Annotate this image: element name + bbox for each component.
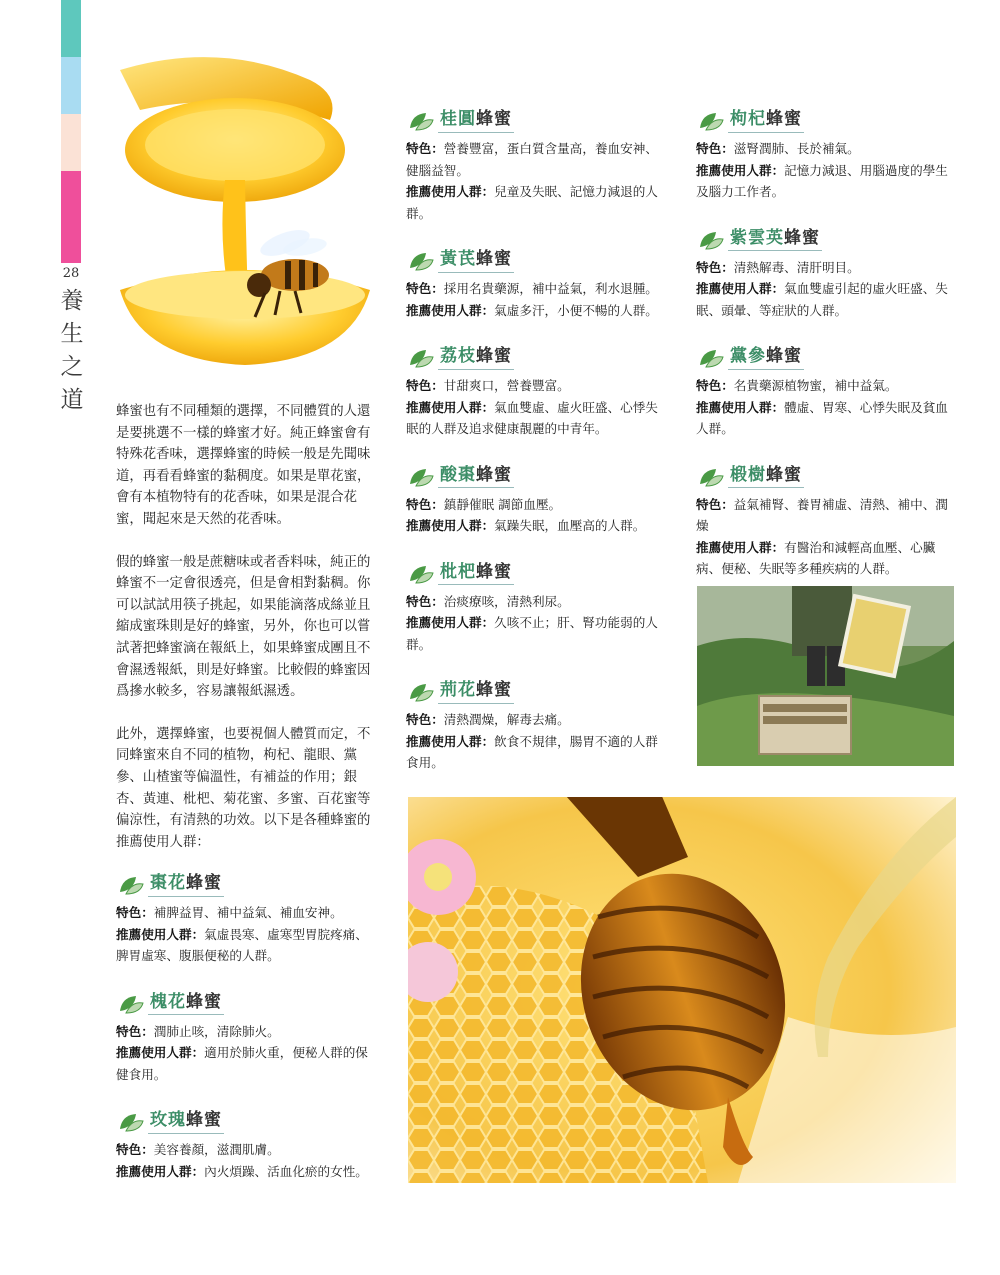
color-strip-pink: [61, 171, 81, 263]
color-strip-teal: [61, 0, 81, 57]
leaf-icon: [116, 993, 146, 1015]
honey-title: 棗花蜂蜜: [148, 873, 224, 897]
section-title: 養 生 之 道: [60, 288, 84, 413]
intro-paragraph: 假的蜂蜜一般是蔗糖味或者香料味，純正的蜂蜜不一定會很透亮，但是會相對黏稠。你可以試試用筷子挑起，如果能滴落成絲並且縮成蜜珠則是好的蜂蜜，另外，你也可以嘗試著把蜂蜜滴在報紙上，如果蜂蜜成團且不會濕透報紙，則是好蜂蜜。比較假的蜂蜜因爲摻水較多，容易讓報紙濕透。: [116, 554, 371, 700]
color-strip-blue: [61, 57, 81, 114]
honey-title: 枸杞蜂蜜: [728, 109, 804, 133]
leaf-icon: [116, 874, 146, 896]
leaf-icon: [406, 563, 436, 585]
color-strip-peach: [61, 114, 81, 171]
honey-entry: 黃芪蜂蜜 特色：採用名貴藥源，補中益氣，利水退腫。 推薦使用人群：氣虛多汗，小便不暢的人群。: [406, 249, 658, 318]
intro-paragraph: 此外，選擇蜂蜜，也要視個人體質而定，不同蜂蜜來自不同的植物，枸杞、龍眼、黨參、山楂蜜等偏溫性，有補益的作用；銀杏、黃連、枇杷、菊花蜜、多蜜、百花蜜等偏涼性，有清熱的功效。以下是各種蜂蜜的推薦使用人群：: [116, 726, 371, 850]
honey-entry: 枸杞蜂蜜 特色：滋腎潤肺、長於補氣。 推薦使用人群：記憶力減退、用腦過度的學生及腦力工作者。: [696, 109, 948, 199]
honey-title: 玫瑰蜂蜜: [148, 1110, 224, 1134]
leaf-icon: [406, 250, 436, 272]
honey-title: 紫雲英蜂蜜: [728, 228, 822, 252]
leaf-icon: [406, 466, 436, 488]
leaf-icon: [696, 347, 726, 369]
honey-entry: 枇杷蜂蜜 特色：治痰療咳，清熱利尿。 推薦使用人群：久咳不止；肝、腎功能弱的人群。: [406, 561, 658, 652]
honey-title: 黃芪蜂蜜: [438, 249, 514, 273]
honey-title: 酸棗蜂蜜: [438, 465, 514, 489]
honey-entry: 椴樹蜂蜜 特色：益氣補腎、養胃補虛、清熱、補中、潤燥 推薦使用人群：有醫治和減輕高血壓、心臟病、便秘、失眠等多種疾病的人群。: [696, 464, 948, 576]
honey-column-left: [116, 871, 378, 1205]
honey-column-right: [696, 107, 958, 603]
honey-entry: 玫瑰蜂蜜 特色：美容養顏，滋潤肌膚。 推薦使用人群：內火煩躁、活血化瘀的女性。: [116, 1110, 368, 1179]
leaf-icon: [116, 1111, 146, 1133]
honey-column-middle: [406, 107, 668, 797]
leaf-icon: [406, 347, 436, 369]
honey-entry: 紫雲英蜂蜜 特色：清熱解毒、清肝明目。 推薦使用人群：氣血雙虛引起的虛火旺盛、失眠、頭暈、等症狀的人群。: [696, 227, 948, 318]
honey-title: 槐花蜂蜜: [148, 992, 224, 1016]
leaf-icon: [696, 110, 726, 132]
honey-entry: 酸棗蜂蜜 特色：鎮靜催眠 調節血壓。 推薦使用人群：氣躁失眠，血壓高的人群。: [406, 464, 646, 533]
intro-paragraph: 蜂蜜也有不同種類的選擇，不同體質的人還是要挑選不一樣的蜂蜜才好。純正蜂蜜會有特殊花香味，選擇蜂蜜的時候一般是先聞味道，再看看蜂蜜的黏稠度。如果是單花蜜，會有本植物特有的花香味，如果是混合花蜜，聞起來是天然的花香味。: [116, 404, 371, 527]
intro-text: [116, 401, 378, 874]
honey-title: 荊花蜂蜜: [438, 680, 514, 704]
honey-title: 桂圓蜂蜜: [438, 109, 514, 133]
honey-entry: 荔枝蜂蜜 特色：甘甜爽口，營養豐富。 推薦使用人群：氣血雙虛、虛火旺盛、心悸失眠的人群及追求健康靚麗的中青年。: [406, 346, 658, 436]
page-number: 28: [62, 266, 80, 281]
honey-title: 荔枝蜂蜜: [438, 346, 514, 370]
honey-entry: 桂圓蜂蜜 特色：營養豐富，蛋白質含量高，養血安神、健腦益智。 推薦使用人群：兒童及失眠、記憶力減退的人群。: [406, 109, 658, 221]
honey-title: 椴樹蜂蜜: [728, 465, 804, 489]
beekeeper-photo: [697, 586, 954, 766]
honey-entry: 棗花蜂蜜 特色：補脾益胃、補中益氣、補血安神。 推薦使用人群：氣虛畏寒、虛寒型胃脘疼痛、脾胃虛寒、腹脹便秘的人群。: [116, 873, 368, 963]
honey-title: 黨參蜂蜜: [728, 346, 804, 370]
honey-entry: 荊花蜂蜜 特色：清熱潤燥，解毒去痛。 推薦使用人群：飲食不規律，腸胃不適的人群食用。: [406, 680, 658, 770]
leaf-icon: [406, 681, 436, 703]
leaf-icon: [406, 110, 436, 132]
honey-title: 枇杷蜂蜜: [438, 562, 514, 586]
honey-dipper-photo: [408, 797, 956, 1183]
honey-entry: 黨參蜂蜜 特色：名貴藥源植物蜜，補中益氣。 推薦使用人群：體虛、胃寒、心悸失眠及貧血人群。: [696, 346, 948, 436]
leaf-icon: [696, 466, 726, 488]
leaf-icon: [696, 229, 726, 251]
honey-entry: 槐花蜂蜜 特色：潤肺止咳，清除肺火。 推薦使用人群：適用於肺火重，便秘人群的保健食用。: [116, 991, 368, 1082]
honey-bee-illustration: [100, 50, 390, 370]
